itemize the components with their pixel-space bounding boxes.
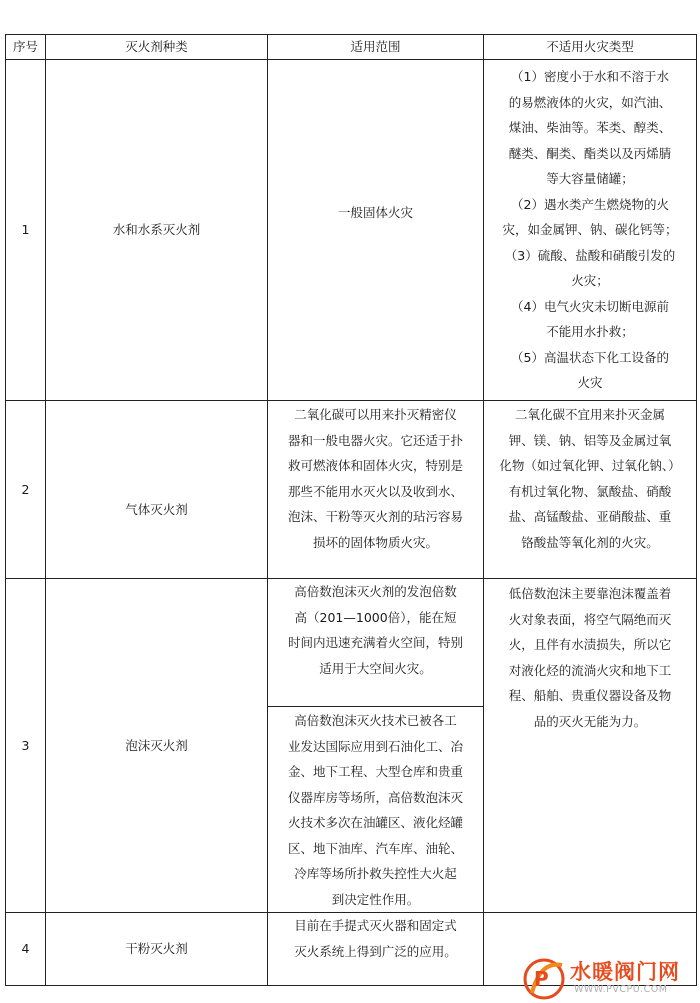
text-line: （5）高温状态下化工设备的	[511, 349, 669, 365]
text-line: 损坏的固体物质火灾。	[312, 534, 438, 550]
text-line: 灭火系统上得到广泛的应用。	[294, 943, 457, 959]
text-line: 火灾；	[571, 273, 609, 289]
text-line: 煤油、柴油等。苯类、醇类、	[508, 120, 672, 136]
text-line: 金、地下工程、大型仓库和贵重	[287, 764, 463, 779]
text-line: （4）电气火灾未切断电源前	[511, 298, 669, 314]
agent-type: 水和水系灭火剂	[46, 60, 268, 401]
text-line: 适用于大空间火灾。	[319, 660, 432, 676]
text-line: 仪器库房等场所，高倍数泡沫灭	[287, 789, 463, 805]
table-header-row	[6, 35, 697, 60]
text-line: 火，且伴有水渍损失，所以它	[508, 637, 672, 652]
scope-text	[271, 402, 480, 555]
text-line: 救可燃液体和固体火灾，特别是	[287, 458, 463, 473]
scope-text	[271, 579, 480, 681]
not-suitable-cell	[484, 60, 697, 401]
text-line: 二氧化碳不宜用来扑灭金属	[514, 407, 665, 422]
text-line: 有机过氧化物、氯酸盐、硝酸	[508, 483, 672, 499]
text-line: 钾、镁、钠、铝等及金属过氧	[508, 432, 672, 448]
text-line: （3）硫酸、盐酸和硝酸引发的	[504, 247, 676, 263]
text-line: 铬酸盐等氧化剂的火灾。	[521, 534, 659, 550]
text-line: 冷库等场所扑救失控性大火起	[294, 866, 457, 881]
not-suitable-text	[487, 581, 693, 734]
scope-text	[271, 708, 480, 912]
text-line: （2）遇水类产生燃烧物的火	[511, 196, 669, 212]
not-suitable-text	[487, 402, 693, 555]
header-not-suitable: 不适用火灾类型	[484, 35, 697, 60]
scope-cell	[268, 913, 484, 986]
text-line: 器和一般电器火灾。它还适于扑	[287, 432, 463, 448]
not-suitable-text	[487, 64, 693, 396]
scope-cell	[268, 60, 484, 401]
agent-type: 气体灭火剂	[46, 401, 268, 579]
text-line: 的易燃液体的火灾，如汽油、	[508, 94, 672, 110]
scope-cell-b	[268, 707, 484, 913]
text-line: 那些不能用水灭火以及收到水、	[287, 483, 463, 499]
text-line: 等大容量储罐；	[546, 171, 634, 187]
scope-cell	[268, 401, 484, 579]
watermark-url: WWW.PVCPU.COM	[574, 984, 668, 995]
agent-type: 泡沫灭火剂	[46, 579, 268, 913]
text-line: 二氧化碳可以用来扑灭精密仪	[294, 407, 457, 422]
watermark-title: 水暖阀门网	[570, 960, 680, 984]
text-line: 火灾	[577, 375, 603, 391]
text-line: 区、地下油库、汽车库、油轮、	[287, 840, 463, 856]
text-line: 灾，如金属钾、钠、碳化钙等；	[502, 222, 678, 238]
row-no: 3	[6, 579, 46, 913]
text-line: （1）密度小于水和不溶于水	[511, 69, 669, 85]
text-line: 盐、高锰酸盐、亚硝酸盐、重	[508, 509, 672, 524]
fire-extinguishing-agent-table	[5, 34, 697, 986]
text-line: 一般固体火灾	[337, 205, 413, 220]
text-line: 火对象表面，将空气隔绝而灭	[508, 611, 672, 627]
text-line: 醚类、酮类、酯类以及丙烯腈	[508, 145, 672, 161]
table-row	[6, 401, 697, 579]
table-row	[6, 579, 697, 707]
row-no: 4	[6, 913, 46, 986]
text-line: 到决定性作用。	[331, 891, 420, 907]
text-line: 程、船舶、贵重仪器设备及物	[508, 688, 672, 703]
site-watermark	[518, 955, 696, 1001]
text-line: 高（201—1000倍），能在短	[294, 609, 457, 625]
text-line: 化物（如过氧化钾、过氧化钠、）	[499, 458, 681, 473]
header-agent-type: 灭火剂种类	[46, 35, 268, 60]
text-line: 不能用水扑救；	[546, 324, 634, 340]
row-no: 1	[6, 60, 46, 401]
text-line: 品的灭火无能为力。	[533, 713, 647, 729]
text-line: 低倍数泡沫主要靠泡沫覆盖着	[508, 586, 672, 601]
scope-cell-a	[268, 579, 484, 707]
text-line: 对液化烃的流淌火灾和地下工	[508, 662, 672, 678]
scope-text	[271, 200, 480, 226]
text-line: 泡沫、干粉等灭火剂的玷污容易	[287, 509, 463, 524]
row-no: 2	[6, 401, 46, 579]
svg-text:P: P	[534, 967, 549, 991]
table-row	[6, 60, 697, 401]
header-scope: 适用范围	[268, 35, 484, 60]
text-line: 高倍数泡沫灭火剂的发泡倍数	[294, 584, 457, 599]
scope-text	[271, 913, 480, 964]
text-line: 火技术多次在油罐区、液化烃罐	[287, 815, 463, 830]
not-suitable-cell	[484, 401, 697, 579]
text-line: 高倍数泡沫灭火技术已被各工	[294, 713, 457, 728]
text-line: 时间内迅速充满着火空间，特别	[287, 635, 463, 650]
agent-type: 干粉灭火剂	[46, 913, 268, 986]
pvc-logo-icon	[518, 955, 572, 1001]
text-line: 目前在手提式灭火器和固定式	[294, 918, 457, 933]
text-line: 业发达国际应用到石油化工、冶	[287, 738, 463, 754]
not-suitable-cell	[484, 579, 697, 913]
header-no: 序号	[6, 35, 46, 60]
